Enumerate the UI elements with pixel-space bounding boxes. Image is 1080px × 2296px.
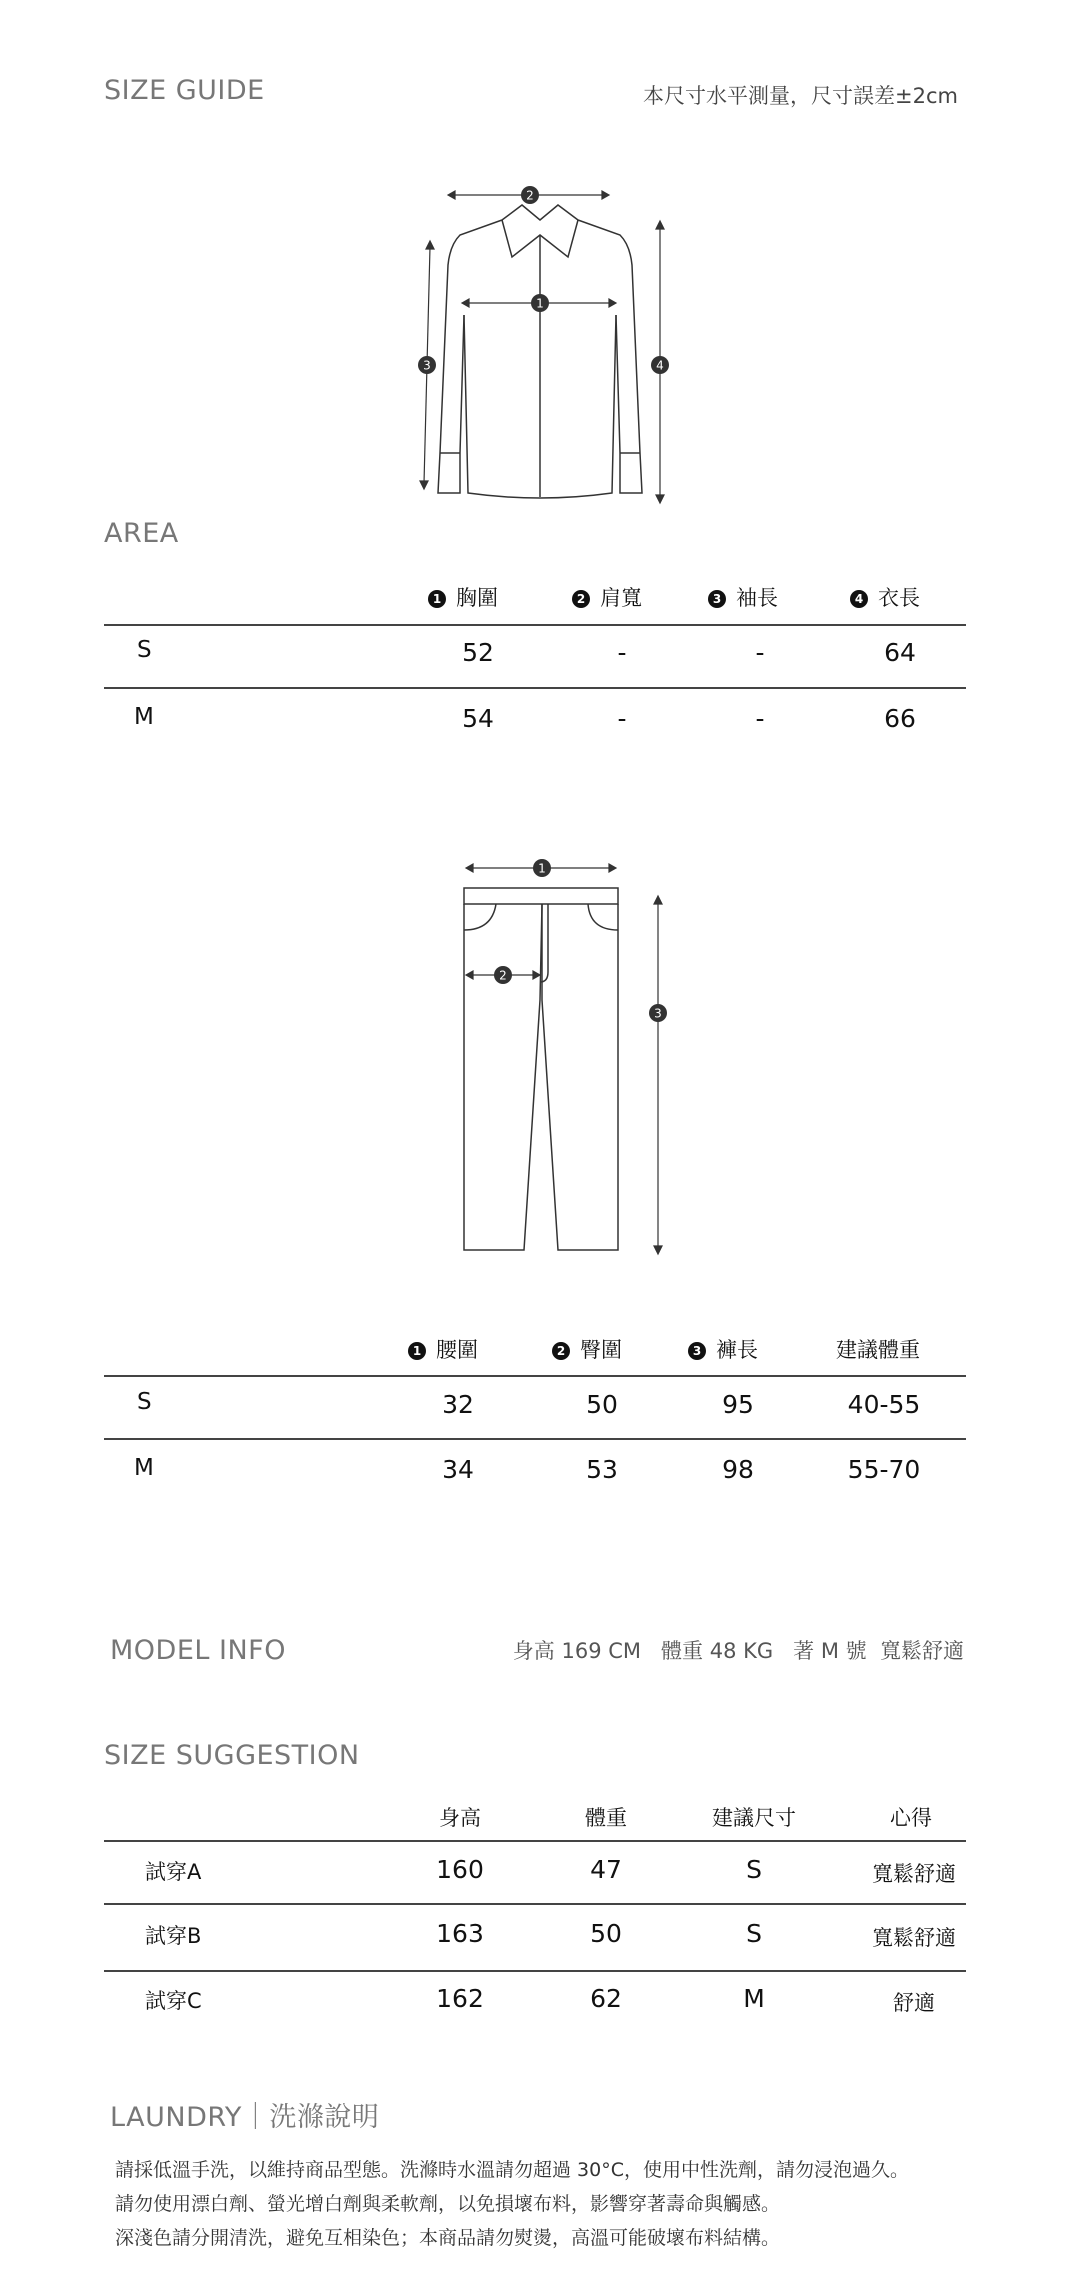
- suggest-row-name: 試穿A: [145, 1860, 202, 1884]
- measurement-note: 本尺寸水平測量，尺寸誤差±2cm: [643, 84, 958, 108]
- suggest-cell: 62: [590, 1984, 622, 2013]
- svg-text:4: 4: [656, 358, 664, 373]
- model-info-title: MODEL INFO: [110, 1635, 286, 1666]
- top-cell: 66: [884, 704, 916, 733]
- top-cell: 64: [884, 638, 916, 667]
- bottom-col-weight: 建議體重: [836, 1338, 920, 1362]
- shirt-diagram: [400, 175, 680, 515]
- top-row-size: S: [137, 637, 152, 663]
- laundry-line: 請勿使用漂白劑、螢光增白劑與柔軟劑，以免損壞布料，影響穿著壽命與觸感。: [115, 2193, 781, 2215]
- top-row-size: M: [134, 704, 154, 730]
- bottom-cell: 53: [586, 1455, 618, 1484]
- top-col-chest: 1 胸圍: [428, 582, 498, 612]
- size-guide-title: SIZE GUIDE: [104, 75, 265, 106]
- top-col-shoulder: 2 肩寬: [572, 582, 642, 612]
- bottom-cell: 40-55: [847, 1390, 921, 1419]
- suggest-col-comment: 心得: [890, 1806, 932, 1830]
- divider: [104, 1375, 966, 1377]
- size-suggestion-title: SIZE SUGGESTION: [104, 1740, 360, 1771]
- bottom-cell: 34: [442, 1455, 474, 1484]
- suggest-col-height: 身高: [439, 1806, 481, 1830]
- shirt-measure-markers: [418, 186, 669, 374]
- suggest-col-weight: 體重: [585, 1806, 627, 1830]
- bottom-cell: 50: [586, 1390, 618, 1419]
- divider: [104, 624, 966, 626]
- divider: [104, 1438, 966, 1440]
- svg-text:3: 3: [654, 1006, 662, 1021]
- svg-text:2: 2: [499, 968, 507, 983]
- svg-text:2: 2: [526, 188, 534, 203]
- suggest-cell: 47: [590, 1855, 622, 1884]
- suggest-cell: 160: [436, 1855, 484, 1884]
- laundry-line: 深淺色請分開清洗，避免互相染色；本商品請勿熨燙，高溫可能破壞布料結構。: [115, 2227, 781, 2249]
- laundry-line: 請採低溫手洗，以維持商品型態。洗滌時水溫請勿超過 30°C，使用中性洗劑，請勿浸泡過久。: [115, 2159, 909, 2181]
- suggest-cell: 163: [436, 1919, 484, 1948]
- suggest-cell: 寬鬆舒適: [872, 1862, 956, 1886]
- bottom-cell: 55-70: [847, 1455, 921, 1484]
- bottom-col-length: 3 褲長: [688, 1334, 758, 1364]
- suggest-row-name: 試穿B: [145, 1924, 202, 1948]
- model-info-details: 身高 169 CM 體重 48 KG 著 M 號 寬鬆舒適: [512, 1639, 964, 1663]
- suggest-cell: 50: [590, 1919, 622, 1948]
- bottom-cell: 95: [722, 1390, 754, 1419]
- svg-text:3: 3: [423, 358, 431, 373]
- top-col-length: 4 衣長: [850, 582, 920, 612]
- suggest-cell: M: [743, 1984, 765, 2013]
- pants-measure-markers: [494, 859, 667, 1022]
- svg-text:1: 1: [536, 296, 544, 311]
- bottom-row-size: M: [134, 1455, 154, 1481]
- pants-diagram: [440, 850, 680, 1260]
- suggest-cell: S: [746, 1855, 762, 1884]
- divider: [104, 1840, 966, 1842]
- bottom-col-waist: 1 腰圍: [408, 1334, 478, 1364]
- suggest-cell: 162: [436, 1984, 484, 2013]
- bottom-row-size: S: [137, 1389, 152, 1415]
- top-cell: -: [755, 638, 765, 667]
- suggest-row-name: 試穿C: [145, 1989, 202, 2013]
- bottom-col-hip: 2 臀圍: [552, 1334, 622, 1364]
- svg-text:1: 1: [538, 861, 546, 876]
- suggest-cell: 寬鬆舒適: [872, 1926, 956, 1950]
- suggest-cell: 舒適: [893, 1991, 935, 2015]
- divider: [104, 1903, 966, 1905]
- suggest-col-size: 建議尺寸: [712, 1806, 796, 1830]
- suggest-cell: S: [746, 1919, 762, 1948]
- top-cell: -: [617, 704, 627, 733]
- laundry-title: LAUNDRY｜洗滌說明: [110, 2102, 380, 2133]
- divider: [104, 1970, 966, 1972]
- area-label: AREA: [104, 518, 179, 549]
- divider: [104, 687, 966, 689]
- bottom-cell: 32: [442, 1390, 474, 1419]
- top-col-sleeve: 3 袖長: [708, 582, 778, 612]
- top-cell: 52: [462, 638, 494, 667]
- top-cell: -: [755, 704, 765, 733]
- top-cell: 54: [462, 704, 494, 733]
- bottom-cell: 98: [722, 1455, 754, 1484]
- top-cell: -: [617, 638, 627, 667]
